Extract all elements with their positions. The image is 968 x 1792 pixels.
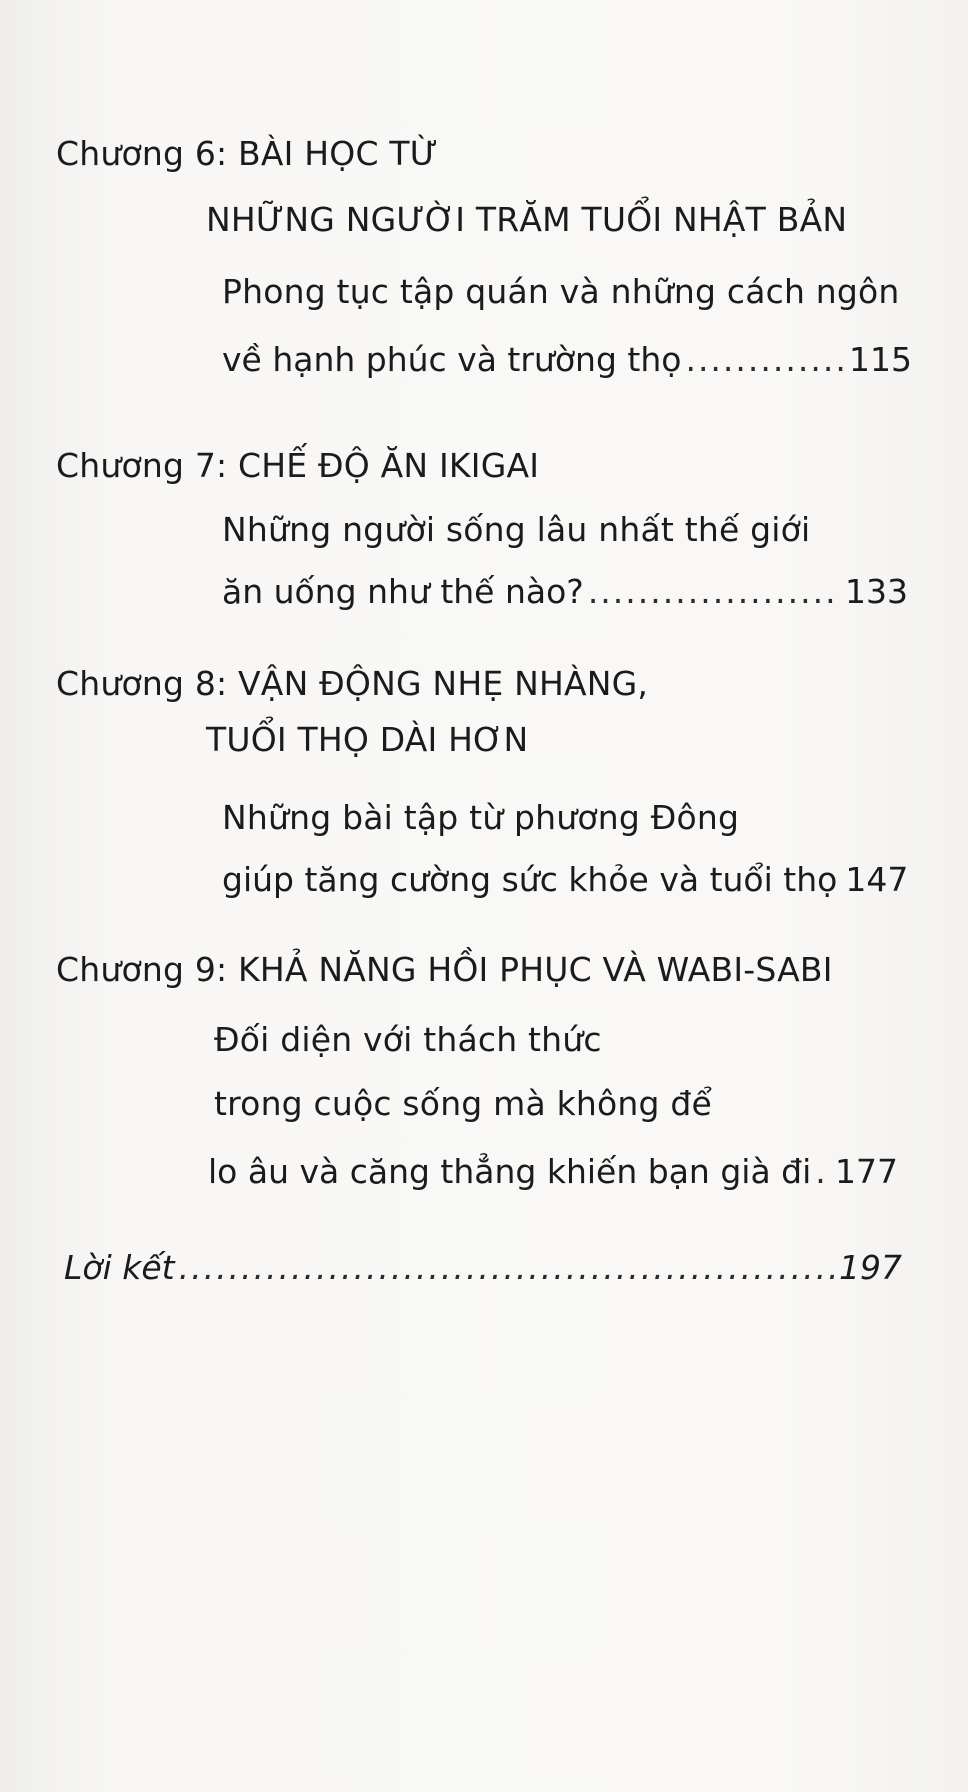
- chapter-6-page-number: 115: [849, 340, 912, 379]
- chapter-6-entry-text: về hạnh phúc và trường thọ: [222, 340, 682, 379]
- chapter-9-page-number: 177: [835, 1152, 898, 1191]
- epilogue-page-number: 197: [839, 1248, 902, 1287]
- chapter-7-heading: Chương 7: CHẾ ĐỘ ĂN IKIGAI: [56, 446, 540, 485]
- chapter-9-heading: Chương 9: KHẢ NĂNG HỒI PHỤC VÀ WABI-SABI: [56, 950, 833, 989]
- dot-leader: [685, 340, 845, 380]
- chapter-6-heading: Chương 6: BÀI HỌC TỪ: [56, 134, 439, 173]
- chapter-9-entry-text: lo âu và căng thẳng khiến bạn già đi: [208, 1152, 812, 1191]
- chapter-9-subtitle-line-2: trong cuộc sống mà không để: [214, 1084, 713, 1123]
- chapter-7-toc-entry[interactable]: [222, 572, 908, 612]
- dot-leader: [815, 1152, 831, 1192]
- chapter-6-toc-entry[interactable]: [222, 340, 912, 380]
- chapter-8-subtitle-line-1: Những bài tập từ phương Đông: [222, 798, 740, 837]
- chapter-8-page-number: 147: [845, 860, 909, 899]
- chapter-9-subtitle-line-1: Đối diện với thách thức: [214, 1020, 602, 1059]
- chapter-9-toc-entry[interactable]: [208, 1152, 898, 1192]
- chapter-8-heading-continued: TUỔI THỌ DÀI HƠN: [206, 720, 529, 759]
- chapter-7-page-number: 133: [845, 572, 908, 611]
- chapter-7-subtitle-line-1: Những người sống lâu nhất thế giới: [222, 510, 811, 549]
- chapter-8-heading: Chương 8: VẬN ĐỘNG NHẸ NHÀNG,: [56, 664, 649, 703]
- chapter-8-toc-entry[interactable]: [222, 860, 908, 900]
- epilogue-label: Lời kết: [64, 1248, 175, 1287]
- dot-leader: [179, 1248, 835, 1288]
- chapter-6-subtitle-line-1: Phong tục tập quán và những cách ngôn: [222, 272, 900, 311]
- epilogue-toc-entry[interactable]: [64, 1248, 902, 1288]
- chapter-7-entry-text: ăn uống như thế nào?: [222, 572, 584, 611]
- chapter-6-heading-continued: NHỮNG NGƯỜI TRĂM TUỔI NHẬT BẢN: [206, 200, 848, 239]
- chapter-8-entry-text: giúp tăng cường sức khỏe và tuổi thọ: [222, 860, 838, 899]
- dot-leader: [588, 572, 841, 612]
